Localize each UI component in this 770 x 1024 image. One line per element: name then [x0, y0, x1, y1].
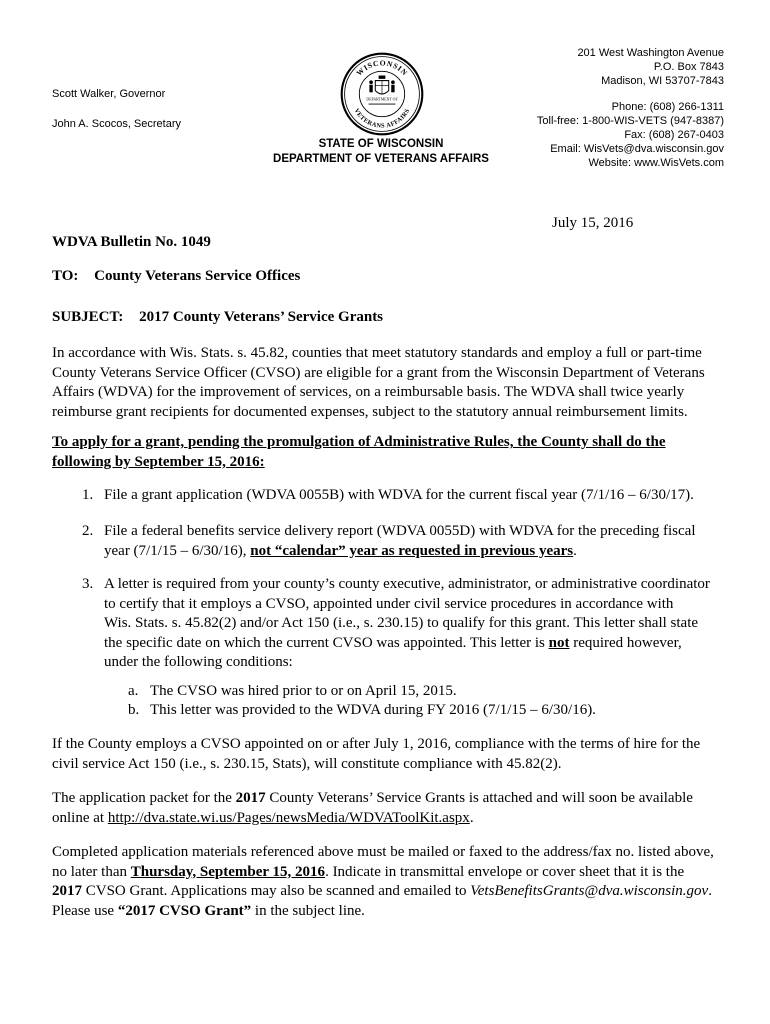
- to-label: TO:: [52, 268, 79, 284]
- address-line: Madison, WI 53707-7843: [601, 75, 724, 87]
- heading-line: following by September 15, 2016:: [52, 453, 265, 470]
- address-line: 201 West Washington Avenue: [577, 47, 724, 59]
- phone-line: Phone: (608) 266-1311: [611, 101, 724, 113]
- item-text: the specific date on which the current CVSO was appointed. This letter is: [104, 634, 549, 651]
- paragraph-line: [52, 902, 732, 922]
- sub-item: This letter was provided to the WDVA during FY 2016 (7/1/15 – 6/30/16).: [150, 702, 596, 718]
- item-line: under the following conditions:: [104, 654, 293, 671]
- item-number: 3.: [82, 576, 94, 592]
- seal-top-text: WISCONSIN: [354, 58, 410, 78]
- sub-item-label: a.: [128, 683, 139, 699]
- item-line: [104, 634, 734, 654]
- list-item: [104, 575, 734, 673]
- paragraph-line: County Veterans Service Officer (CVSO) are eligible for a grant from the Wisconsin Department of Veterans: [52, 364, 705, 381]
- address-line: P.O. Box 7843: [653, 61, 724, 73]
- sub-item-label: b.: [128, 702, 140, 718]
- item-line: File a federal benefits service delivery report (WDVA 0055D) with WDVA for the preceding fiscal: [104, 523, 696, 539]
- paragraph-text: .: [469, 809, 474, 826]
- paragraph-text: The application packet for the: [52, 790, 236, 806]
- fax-line: Fax: (608) 267-0403: [624, 129, 724, 141]
- intro-paragraph: [52, 344, 732, 422]
- paragraph-line: reimburse grant recipients for documented expenses, subject to the statutory annual reimbursement limits.: [52, 403, 688, 420]
- website-line: Website: www.WisVets.com: [588, 157, 724, 169]
- item-line: Wis. Stats. s. 45.82(2) and/or Act 150 (i.e., s. 230.15) to qualify for this grant. This letter shall state: [104, 615, 699, 632]
- item-number: 1.: [82, 487, 94, 503]
- list-item: [104, 522, 734, 561]
- subject-label: SUBJECT:: [52, 309, 124, 325]
- paragraph-text: . Indicate in transmittal envelope or cover sheet that it is the: [325, 863, 685, 880]
- svg-text:WISCONSIN: [354, 58, 409, 77]
- to-line: [52, 267, 732, 287]
- bulletin-number: WDVA Bulletin No. 1049: [52, 234, 211, 250]
- paragraph-line: Completed application materials referenced above must be mailed or faxed to the address/fax no. listed above,: [52, 844, 714, 860]
- grant-email[interactable]: VetsBenefitsGrants@dva.wisconsin.gov: [470, 883, 709, 900]
- state-title: STATE OF WISCONSIN: [318, 138, 444, 150]
- apply-heading: [52, 433, 732, 472]
- to-value: County Veterans Service Offices: [94, 268, 301, 284]
- paragraph-text: .: [708, 883, 712, 900]
- department-heading: [262, 137, 500, 167]
- item-number: 2.: [82, 523, 94, 539]
- item-line: to certify that it employs a CVSO, appointed under civil service procedures in accordance with: [104, 595, 674, 612]
- letter-date: July 15, 2016: [552, 215, 634, 231]
- sub-item: The CVSO was hired prior to or on April 15, 2015.: [150, 683, 457, 699]
- subject-phrase: “2017 CVSO Grant”: [117, 902, 252, 919]
- item-text: .: [573, 542, 577, 559]
- subject-line: [52, 308, 732, 328]
- heading-line: To apply for a grant, pending the promulgation of Administrative Rules, the County shall do the: [52, 434, 666, 450]
- svg-text:VETERANS AFFAIRS: [353, 107, 412, 129]
- paragraph-line: If the County employs a CVSO appointed on or after July 1, 2016, compliance with the terms of hire for the: [52, 736, 701, 752]
- packet-paragraph: [52, 789, 732, 828]
- closing-paragraph: [52, 843, 732, 921]
- item-text: year (7/1/15 – 6/30/16),: [104, 542, 251, 559]
- paragraph-line: [52, 882, 732, 902]
- secretary-name: John A. Scocos, Secretary: [52, 118, 182, 130]
- year-text: 2017: [235, 790, 266, 806]
- seal-mid-text: DEPARTMENT OF: [366, 97, 398, 102]
- department-title: DEPARTMENT OF VETERANS AFFAIRS: [273, 153, 489, 165]
- tollfree-line: Toll-free: 1-800-WIS-VETS (947-8387): [536, 115, 724, 127]
- paragraph-line: [52, 863, 732, 883]
- governor-name: Scott Walker, Governor: [52, 88, 166, 100]
- paragraph-text: Please use: [52, 902, 118, 919]
- deadline-text: Thursday, September 15, 2016: [130, 863, 326, 880]
- seal-bottom-text: VETERANS AFFAIRS: [352, 107, 412, 130]
- compliance-paragraph: [52, 735, 732, 774]
- item-line: [104, 542, 734, 562]
- paragraph-text: CVSO Grant. Applications may also be scanned and emailed to: [82, 883, 471, 900]
- email-line: Email: WisVets@dva.wisconsin.gov: [550, 143, 724, 155]
- paragraph-text: no later than: [52, 863, 131, 880]
- year-text: 2017: [52, 883, 82, 900]
- toolkit-link[interactable]: http://dva.state.wi.us/Pages/newsMedia/WDVAToolKit.aspx: [107, 809, 470, 826]
- paragraph-text: in the subject line.: [251, 902, 365, 919]
- paragraph-line: civil service Act 150 (i.e., s. 230.15, Stats), will constitute compliance with 45.82(2).: [52, 755, 562, 772]
- paragraph-line: In accordance with Wis. Stats. s. 45.82, counties that meet statutory standards and employ a full or part-time: [52, 345, 702, 361]
- paragraph-line: [52, 789, 732, 809]
- subject-value: 2017 County Veterans’ Service Grants: [139, 309, 384, 325]
- item-line: A letter is required from your county’s county executive, administrator, or administrative coordinator: [104, 576, 710, 592]
- emphasis-text: not “calendar” year as requested in previous years: [250, 542, 574, 559]
- paragraph-line: Affairs (WDVA) for the improvement of services, on a reimbursable basis. The WDVA shall twice yearly: [52, 384, 685, 401]
- state-seal-icon: [340, 52, 424, 136]
- list-item: File a grant application (WDVA 0055B) with WDVA for the current fiscal year (7/1/16 – 6/30/17).: [104, 487, 694, 503]
- contact-block: [537, 100, 724, 170]
- paragraph-text: online at: [52, 809, 108, 826]
- emphasis-text: not: [548, 634, 570, 651]
- paragraph-line: [52, 809, 732, 829]
- address-block: [577, 46, 724, 88]
- item-text: required however,: [569, 634, 682, 651]
- paragraph-text: County Veterans’ Service Grants is attached and will soon be available: [265, 790, 693, 806]
